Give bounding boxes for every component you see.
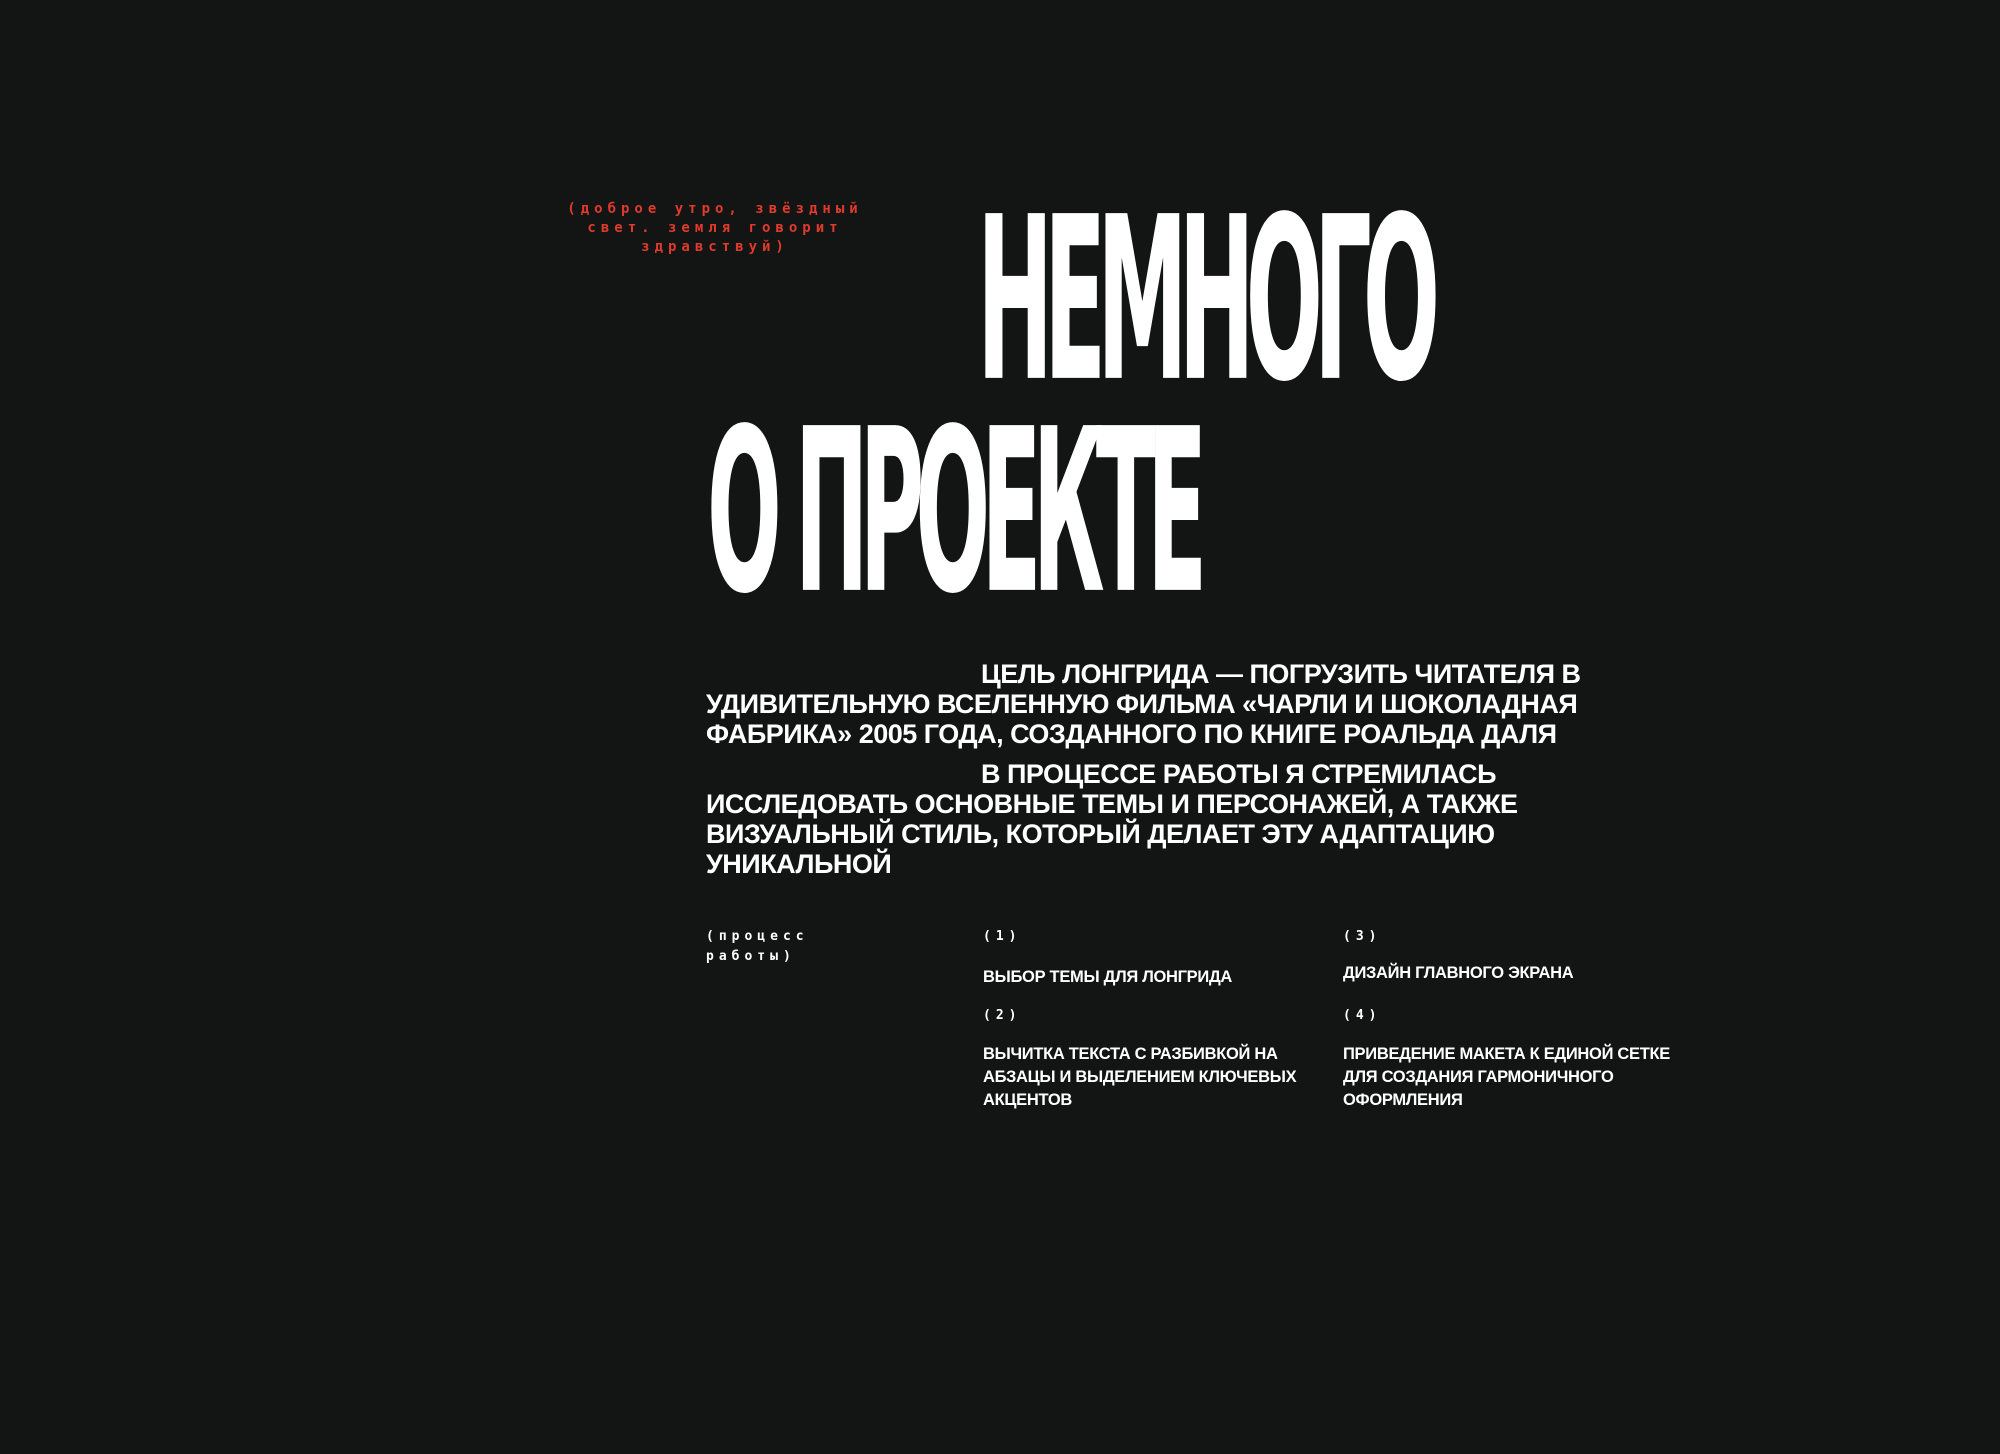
step-1-text: ВЫБОР ТЕМЫ ДЛЯ ЛОНГРИДА: [983, 968, 1233, 986]
intro-paragraph-goal: ЦЕЛЬ ЛОНГРИДА — ПОГРУЗИТЬ ЧИТАТЕЛЯ В УДИВИТЕЛЬНУЮ ВСЕЛЕННУЮ ФИЛЬМА «ЧАРЛИ И ШОКОЛАДНАЯ ФАБРИКА» 2005 ГОДА, СОЗДАННОГО ПО КНИГЕ РОАЛЬДА ДАЛЯ: [706, 659, 1581, 749]
step-4-number: (4): [1343, 1008, 1382, 1023]
intro-paragraph-process: В ПРОЦЕССЕ РАБОТЫ Я СТРЕМИЛАСЬ ИССЛЕДОВАТЬ ОСНОВНЫЕ ТЕМЫ И ПЕРСОНАЖЕЙ, А ТАКЖЕ ВИЗУАЛЬНЫЙ СТИЛЬ, КОТОРЫЙ ДЕЛАЕТ ЭТУ АДАПТАЦИЮ УНИКАЛЬНОЙ: [706, 759, 1518, 879]
step-2-text: ВЫЧИТКА ТЕКСТА С РАЗБИВКОЙ НА АБЗАЦЫ И ВЫДЕЛЕНИЕМ КЛЮЧЕВЫХ АКЦЕНТОВ: [983, 1045, 1297, 1109]
step-3-number: (3): [1343, 929, 1382, 944]
hero-title-line-2: О ПРОЕКТЕ: [707, 379, 1199, 645]
hero-title-line-1: НЕМНОГО: [977, 167, 1432, 433]
step-2-number: (2): [983, 1008, 1022, 1023]
tagline: (доброе утро, звёздный свет. земля говорит здравствуй): [567, 201, 863, 255]
step-4-text: ПРИВЕДЕНИЕ МАКЕТА К ЕДИНОЙ СЕТКЕ ДЛЯ СОЗДАНИЯ ГАРМОНИЧНОГО ОФОРМЛЕНИЯ: [1343, 1045, 1670, 1109]
process-label: (процесс работы): [706, 929, 809, 964]
step-1-number: (1): [983, 929, 1022, 944]
step-3-text: ДИЗАЙН ГЛАВНОГО ЭКРАНА: [1343, 964, 1574, 982]
